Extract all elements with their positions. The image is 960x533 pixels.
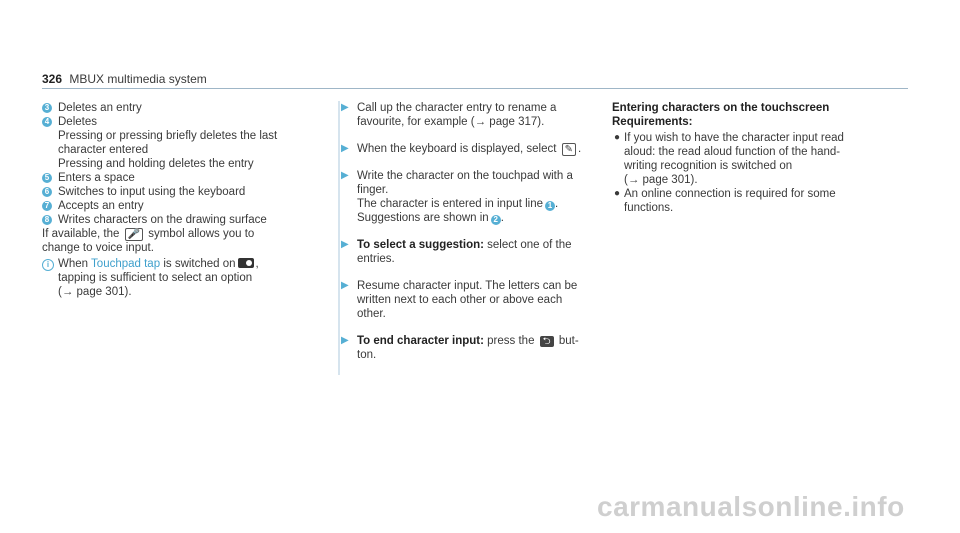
step-text: The character is entered in input line: [357, 198, 544, 210]
microphone-icon: 🎤: [125, 228, 143, 241]
step-2: ▶ When the keyboard is displayed, select ✎ .: [341, 143, 582, 155]
detail-line: Pressing or pressing briefly deletes the last: [58, 130, 278, 142]
note-text: change to voice input.: [42, 242, 154, 254]
section-title: MBUX multimedia system: [69, 72, 207, 86]
header-rule: [42, 88, 908, 89]
legend-badge: 5: [42, 173, 52, 183]
detail-line: character entered: [58, 144, 149, 156]
page-number: 326: [42, 72, 63, 86]
legend-text: Deletes: [58, 116, 97, 128]
legend-text: Writes characters on the drawing surface: [58, 214, 267, 226]
watermark: carmanualsonline.info: [597, 491, 905, 522]
section-heading: Entering characters on the touchscreen: [612, 102, 830, 114]
requirement-text: (→ page 301).: [624, 174, 698, 186]
step-text: ton.: [357, 349, 377, 361]
bullet-icon: ●: [614, 132, 621, 143]
requirement-text: If you wish to have the character input read: [624, 132, 844, 144]
step-5: [343, 279, 611, 321]
step-text: press the: [487, 335, 535, 347]
info-text: is switched on: [163, 258, 236, 270]
callout-badge: 2: [491, 215, 501, 225]
legend-item-6: [42, 185, 312, 199]
legend-badge: 7: [42, 201, 52, 211]
step-text: finger.: [357, 184, 389, 196]
step-3: ▶ Write the character on the touchpad with a finger. The character is entered in input line 1 . Suggestions are shown in 2 .: [341, 170, 573, 224]
step-text: entries.: [357, 253, 395, 265]
callout-badge: 1: [545, 201, 555, 211]
info-text: (→ page 301).: [58, 286, 132, 298]
back-icon: ⮌: [540, 336, 554, 347]
legend-text: Deletes an entry: [58, 102, 142, 114]
step-heading: To select a suggestion:: [357, 239, 484, 251]
legend-item-8: [42, 213, 312, 227]
step-text: favourite, for example (→ page 317).: [357, 116, 545, 128]
legend-item-4-detail: [42, 129, 312, 171]
step-arrow-icon: ▶: [341, 102, 349, 113]
requirement-item: [612, 131, 872, 187]
page-header: [42, 72, 207, 86]
step-text: When the keyboard is displayed, select: [357, 143, 557, 155]
detail-line: Pressing and holding deletes the entry: [58, 158, 254, 170]
toggle-on-icon: [238, 258, 254, 268]
requirement-text: An online connection is required for some: [624, 188, 836, 200]
requirement-text: writing recognition is switched on: [624, 160, 793, 172]
step-text: other.: [357, 308, 386, 320]
legend-badge: 4: [42, 117, 52, 127]
legend-item-7: [42, 199, 312, 213]
requirement-text: aloud: the read aloud function of the hand-: [624, 146, 841, 158]
legend-item-4: [42, 115, 312, 129]
requirements-heading: Requirements:: [612, 116, 693, 128]
legend-text: Switches to input using the keyboard: [58, 186, 246, 198]
step-6: [343, 334, 611, 362]
legend-text: Accepts an entry: [58, 200, 144, 212]
note-text: symbol allows you to: [148, 228, 255, 240]
touchpad-tap-link[interactable]: Touchpad tap: [91, 258, 161, 270]
availability-note: [42, 227, 312, 255]
step-text: select one of the: [487, 239, 572, 251]
legend-text: Enters a space: [58, 172, 135, 184]
column-legend: [42, 101, 312, 299]
legend-badge: 8: [42, 215, 52, 225]
step-text: Suggestions are shown in: [357, 212, 489, 224]
step-text: but-: [558, 335, 579, 347]
step-text: written next to each other or above each: [357, 294, 563, 306]
requirement-text: functions.: [624, 202, 674, 214]
column-touchscreen: [612, 101, 872, 215]
legend-badge: 6: [42, 187, 52, 197]
step-arrow-icon: ▶: [341, 335, 349, 346]
step-arrow-icon: ▶: [341, 280, 349, 291]
bullet-icon: ●: [614, 188, 621, 199]
info-text: tapping is sufficient to select an option: [58, 272, 253, 284]
info-text: When: [58, 258, 89, 270]
step-arrow-icon: ▶: [341, 143, 349, 154]
info-icon: i: [42, 259, 54, 271]
step-arrow-icon: ▶: [341, 170, 349, 181]
info-note: i When Touchpad tap is switched on , tapping is sufficient to select an option (→ page 301).: [42, 257, 312, 299]
column-steps: [338, 101, 611, 375]
note-text: If available, the: [42, 228, 120, 240]
handwriting-icon: ✎: [562, 143, 576, 156]
step-heading: To end character input:: [357, 335, 484, 347]
step-text: Write the character on the touchpad with a: [357, 170, 573, 182]
legend-item-3: [42, 101, 312, 115]
step-arrow-icon: ▶: [341, 239, 349, 250]
step-4: [343, 238, 611, 266]
requirement-item: [612, 187, 872, 215]
legend-badge: 3: [42, 103, 52, 113]
step-text: Call up the character entry to rename a: [357, 102, 557, 114]
step-text: Resume character input. The letters can be: [357, 280, 578, 292]
step-1: [343, 101, 611, 129]
legend-item-5: [42, 171, 312, 185]
info-icon-wrap: [42, 257, 58, 271]
